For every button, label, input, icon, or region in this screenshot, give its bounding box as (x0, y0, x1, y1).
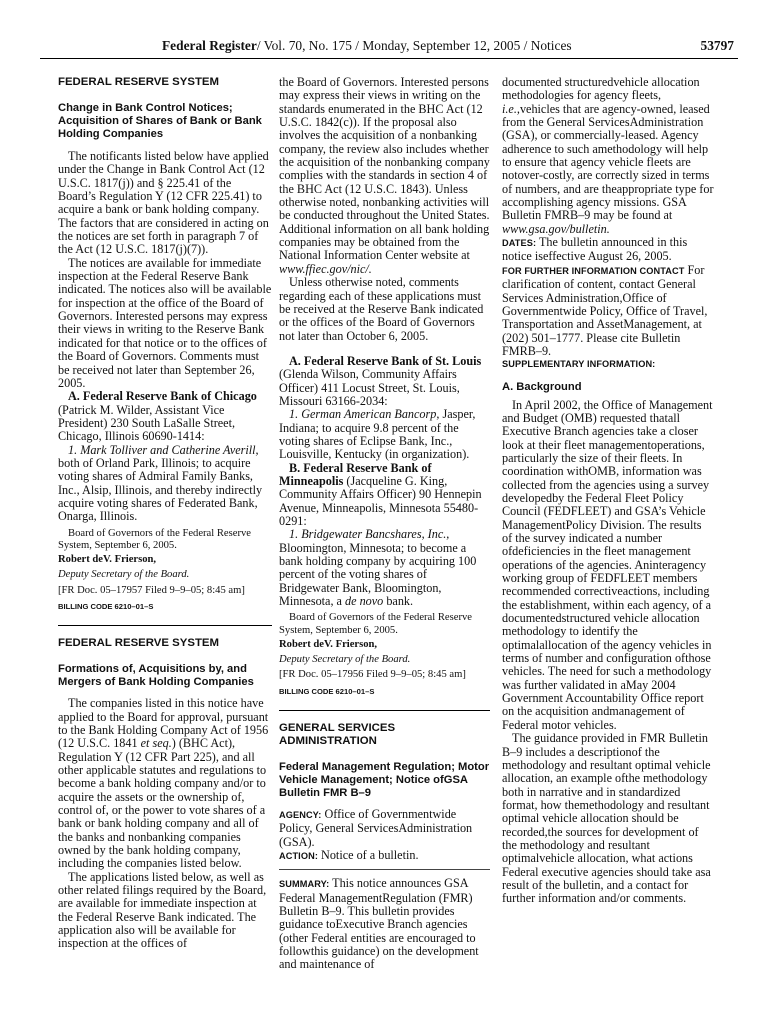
page-header (44, 38, 738, 58)
action-entry (279, 849, 490, 863)
summary-label: SUMMARY: (279, 879, 330, 890)
paragraph-text: the Board of Governors. Interested persons may express their views in writing on the standards enumerated in the BHC Act (12 U.S.C. 1842(c)). If the proposal also involves the acquisition of a nonbanking company, the review also includes whether the acquisition of the nonbanking company complies with the standards in section 4 of the BHC Act (12 U.S.C. 1843). Unless otherwise noted, nonbanking activities will be conducted throughout the United States. Additional information on all bank holding companies may be obtained from the National Information Center website at (279, 75, 490, 263)
website-link[interactable]: www.gsa.gov/bulletin. (502, 221, 610, 236)
paragraph (279, 76, 490, 276)
signer-name: Robert deV. Frierson, (58, 554, 157, 566)
bank-entry (279, 355, 490, 408)
page-number: 53797 (700, 38, 734, 53)
agency-heading: FEDERAL RESERVE SYSTEM (58, 76, 219, 88)
et-seq: et seq. (140, 736, 172, 751)
bank-contact: (Jacqueline G. King, Community Affairs Officer) 90 Hennepin Avenue, Minneapolis, Minnesota 55480-0291: (279, 473, 482, 528)
summary-text: This notice announces GSA Federal ManagementRegulation (FMR) Bulletin B–9. This bulletin provides guidance toExecutive Branch agencies (other Federal entities are encouraged to followthis guidance) on the development and maintenance of (279, 876, 479, 972)
item-entry (279, 408, 490, 461)
paragraph (502, 76, 714, 236)
bank-contact: (Glenda Wilson, Community Affairs Officer) 411 Locust Street, St. Louis, Missouri 63166-2034: (279, 367, 460, 408)
subject-heading: Change in Bank Control Notices; Acquisition of Shares of Bank or Bank Holding Companies (58, 102, 262, 140)
paragraph: The applications listed below, as well as other related filings required by the Board, are available for immediate inspection at the Federal Reserve Bank indicated. The application also will be available for inspection at the offices of (58, 869, 267, 951)
journal-name: Federal Register (162, 38, 257, 53)
column-3 (502, 76, 714, 906)
dates-text: The bulletin announced in this notice iseffective August 26, 2005. (502, 235, 688, 264)
subject-heading: Federal Management Regulation; Motor Vehicle Management; Notice ofGSA Bulletin FMR B–9 (279, 760, 490, 799)
section-divider (279, 710, 490, 711)
agency-heading: FEDERAL RESERVE SYSTEM (58, 637, 219, 650)
bank-entry (58, 390, 272, 443)
paragraph: In April 2002, the Office of Management and Budget (OMB) requested thatall Executive Branch agencies take a closer look at their fleet managementoperations, particularly the size of their fleets. In coordination withOMB, information was collected from the agencies using a survey developedby the Federal Fleet Policy Council (FEDFLEET) and GSA’s Vehicle ManagementPolicy Division. The results of the survey indicated a number ofdeficiencies in the fleet management operations of the agencies. Aninteragency working group of FEDFLEET members recommended correctiveactions, including the establishment, within each agency, of a documentedstructured vehicle allocation methodology to identify the optimalallocation of the agency vehicles in terms of number and configuration ofthose vehicles. The need for such a methodology was further validated in aMay 2004 Government Accountability Office report on the acquisition andmanagement of Federal motor vehicles. (502, 397, 713, 732)
bank-entry (279, 462, 490, 529)
field-divider (279, 869, 490, 870)
bank-label: B. Federal Reserve Bank of Minneapolis (279, 460, 432, 488)
supplementary-label: SUPPLEMENTARY INFORMATION: (502, 359, 656, 370)
ie-abbrev: i.e., (502, 101, 520, 116)
signer-title: Deputy Secretary of the Board. (279, 654, 411, 666)
signer-name: Robert deV. Frierson, (279, 638, 378, 650)
item-text: both of Orland Park, Illinois; to acquire voting shares of Admiral Family Banks, Inc., Alsip, Illinois, and thereby indirectly acquire voting shares of Federated Bank, Onarga, Illinois. (58, 455, 263, 524)
column-2 (279, 76, 490, 972)
item-entry (58, 444, 272, 524)
section-divider (58, 625, 272, 626)
de-novo: de novo (345, 594, 384, 609)
paragraph-text: vehicles that are agency-owned, leased from the General ServicesAdministration (GSA), or commercially-leased. Agency adherence to such amethodology will help to ensure that agency vehicle fleets are notover-costly, are correctly sized in terms of numbers, and are theappropriate type for accomplishing agency missions. GSA Bulletin FMRB–9 may be found at (502, 101, 714, 223)
item-text: bank. (386, 594, 414, 609)
issue-info: / Vol. 70, No. 175 / Monday, September 12, 2005 / Notices (256, 38, 572, 53)
agency-entry (279, 808, 490, 849)
paragraph: The notificants listed below have applied under the Change in Bank Control Act (12 U.S.C. 1817(j)) and § 225.41 of the Board’s Regulation Y (12 CFR 225.41) to acquire a bank or bank holding company. The factors that are considered in acting on the notices are set forth in paragraph 7 of the Act (12 U.S.C. 1817(j)(7)). (58, 149, 269, 257)
billing-code: BILLING CODE 6210–01–S (58, 601, 154, 611)
fr-doc-line: [FR Doc. 05–17957 Filed 9–9–05; 8:45 am] (58, 584, 245, 596)
item-name: 1. Mark Tolliver and Catherine Averill, (68, 442, 259, 457)
paragraph-text: The companies listed in this notice have applied to the Board for approval, pursuant to the Bank Holding Company Act of 1956 (12 U.S.C. 1841 (58, 696, 269, 751)
action-label: ACTION: (279, 851, 318, 861)
item-text: Jasper, Indiana; to acquire 9.8 percent of the voting shares of Eclipse Bank, Inc., Louisville, Kentucky (in organization). (279, 407, 476, 462)
paragraph-text: ) (BHC Act), Regulation Y (12 CFR Part 225), and all other applicable statutes and regulations to become a bank holding company and/or to acquire the assets or the ownership of, control of, or the power to vote shares of a bank or bank holding company and all of the banks and nonbanking companies owned by the bank holding company, including the companies listed below. (58, 736, 267, 871)
item-entry (279, 528, 490, 608)
paragraph: The guidance provided in FMR Bulletin B–9 includes a descriptionof the methodology and resultant optimal vehicle allocation, an example ofthe methodology both in narrative and in standardized format, how themethodology and resultant optimal vehicle allocation should be recorded,the sources for development of the methodology and resultant optimalvehicle allocation, what actions Federal executive agencies should take asa result of the bulletin, and a contact for further information and/or comments. (502, 731, 711, 906)
agency-label: AGENCY: (279, 809, 322, 820)
agency-heading: GENERAL SERVICES ADMINISTRATION (279, 721, 396, 747)
signer-title: Deputy Secretary of the Board. (58, 569, 190, 581)
contact-text: For clarification of content, contact General Services Administration,Office of Governmentwide Policy, Office of Travel, Transportation and AssetManagement, at (202) 501–1777. Please cite Bulletin FMRB–9. (502, 262, 708, 358)
agency-text: Office of Governmentwide Policy, General ServicesAdministration (GSA). (279, 806, 473, 849)
subject-heading: Formations of, Acquisitions by, and Mergers of Bank Holding Companies (58, 663, 254, 689)
paragraph-text: documented structuredvehicle allocation methodologies for agency fleets, (502, 75, 700, 103)
paragraph: The notices are available for immediate inspection at the Federal Reserve Bank indicated. The notices also will be available for inspection at the office of the Board of Governors. Interested persons may express their views in writing to the Reserve Bank indicated for that notice or to the offices of the Board of Governors. Comments must be received not later than September 26, 2005. (58, 255, 272, 390)
dates-entry (502, 236, 714, 264)
bank-label: A. Federal Reserve Bank of Chicago (68, 389, 257, 404)
action-text: Notice of a bulletin. (321, 848, 419, 862)
contact-entry (502, 264, 714, 358)
header-title (162, 38, 572, 54)
paragraph: Unless otherwise noted, comments regarding each of these applications must be received at the Reserve Bank indicated or the offices of the Board of Governors not later than October 6, 2005. (279, 275, 484, 343)
contact-label: FOR FURTHER INFORMATION CONTACT (502, 265, 685, 276)
bank-label: A. Federal Reserve Bank of St. Louis (289, 353, 482, 368)
fr-doc-line: [FR Doc. 05–17956 Filed 9–9–05; 8:45 am] (279, 669, 466, 681)
board-line: Board of Governors of the Federal Reserve System, September 6, 2005. (279, 612, 472, 636)
item-text: Bloomington, Minnesota; to become a bank holding company by acquiring 100 percent of the voting shares of Bridgewater Bank, Bloomington, Minnesota, a (279, 540, 477, 609)
item-name: 1. German American Bancorp, (289, 407, 440, 422)
bank-contact: (Patrick M. Wilder, Assistant Vice President) 230 South LaSalle Street, Chicago, Illinois 60690-1414: (58, 402, 236, 444)
summary-entry (279, 877, 490, 971)
paragraph (58, 697, 272, 870)
billing-code: BILLING CODE 6210–01–S (279, 686, 375, 696)
column-1 (58, 76, 272, 951)
board-line: Board of Governors of the Federal Reserve System, September 6, 2005. (58, 527, 251, 551)
dates-label: DATES: (502, 238, 537, 249)
section-heading: A. Background (502, 380, 582, 393)
website-link[interactable]: www.ffiec.gov/nic/. (279, 261, 372, 276)
item-name: 1. Bridgewater Bancshares, Inc., (289, 527, 450, 542)
header-rule (40, 58, 738, 59)
